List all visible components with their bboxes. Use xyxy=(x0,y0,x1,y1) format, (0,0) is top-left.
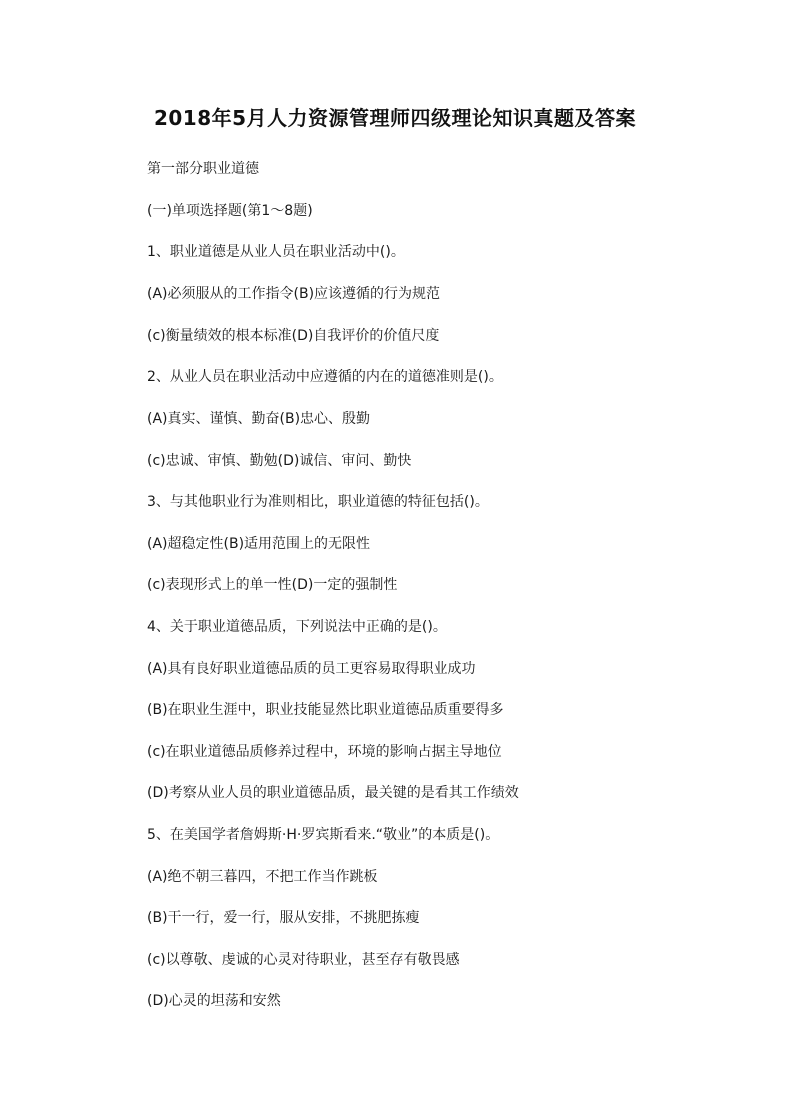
document-title: 2018年5月人力资源管理师四级理论知识真题及答案 xyxy=(153,106,637,130)
subsection-heading: (一)单项选择题(第1～8题) xyxy=(147,203,313,219)
question-4-option-c: (c)在职业道德品质修养过程中，环境的影响占据主导地位 xyxy=(147,744,502,760)
question-5-option-c: (c)以尊敬、虔诚的心灵对待职业，甚至存有敬畏感 xyxy=(147,952,460,968)
question-4-option-b: (B)在职业生涯中，职业技能显然比职业道德品质重要得多 xyxy=(147,702,504,718)
section-heading: 第一部分职业道德 xyxy=(147,161,259,177)
question-2: 2、从业人员在职业活动中应遵循的内在的道德准则是()。 xyxy=(147,369,503,385)
question-4: 4、关于职业道德品质，下列说法中正确的是()。 xyxy=(147,619,447,635)
question-4-option-d: (D)考察从业人员的职业道德品质，最关键的是看其工作绩效 xyxy=(147,785,519,801)
question-3: 3、与其他职业行为准则相比，职业道德的特征包括()。 xyxy=(147,494,489,510)
question-1-options-cd: (c)衡量绩效的根本标准(D)自我评价的价值尺度 xyxy=(147,328,440,344)
question-2-options-ab: (A)真实、谨慎、勤奋(B)忠心、殷勤 xyxy=(147,411,371,427)
question-1: 1、职业道德是从业人员在职业活动中()。 xyxy=(147,244,405,260)
question-3-options-cd: (c)表现形式上的单一性(D)一定的强制性 xyxy=(147,577,398,593)
question-5: 5、在美国学者詹姆斯·H·罗宾斯看来.“敬业”的本质是()。 xyxy=(147,827,500,843)
question-4-option-a: (A)具有良好职业道德品质的员工更容易取得职业成功 xyxy=(147,661,476,677)
question-5-option-b: (B)干一行，爱一行，服从安排，不挑肥拣瘦 xyxy=(147,910,420,926)
question-2-options-cd: (c)忠诚、审慎、勤勉(D)诚信、审问、勤快 xyxy=(147,453,412,469)
question-3-options-ab: (A)超稳定性(B)适用范围上的无限性 xyxy=(147,536,371,552)
question-5-option-a: (A)绝不朝三暮四，不把工作当作跳板 xyxy=(147,869,378,885)
question-1-options-ab: (A)必须服从的工作指令(B)应该遵循的行为规范 xyxy=(147,286,441,302)
question-5-option-d: (D)心灵的坦荡和安然 xyxy=(147,993,281,1009)
